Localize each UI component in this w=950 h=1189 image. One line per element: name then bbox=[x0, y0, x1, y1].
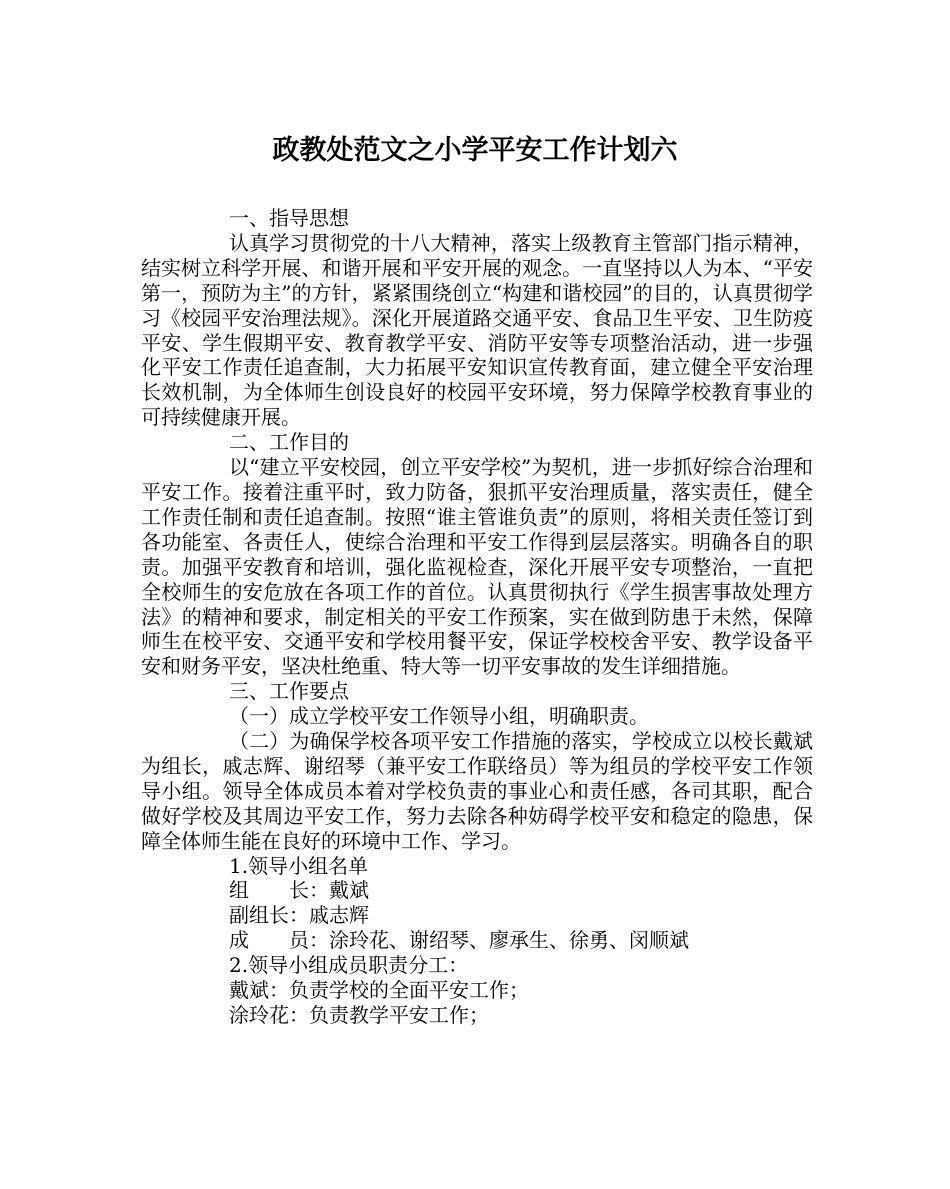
section-heading-work-goals: 二、工作目的 bbox=[229, 430, 349, 455]
roster-members-label-b: 员： bbox=[289, 928, 329, 953]
section-heading-work-points: 三、工作要点 bbox=[229, 679, 349, 704]
roster-deputy-name: 戚志辉 bbox=[309, 903, 369, 928]
roster-members-names: 涂玲花、谢绍琴、廖承生、徐勇、闵顺斌 bbox=[329, 928, 689, 953]
duty-item-daibin: 戴斌：负责学校的全面平安工作； bbox=[229, 978, 529, 1003]
duty-item-tulinghua: 涂玲花：负责教学平安工作； bbox=[229, 1003, 489, 1027]
paragraph-work-goals: 以“建立平安校园，创立平安学校”为契机，进一步抓好综合治理和平安工作。接着注重平时，致力防备，狠抓平安治理质量，落实责任，健全工作责任制和责任追查制。按照“谁主管谁负责”的原则，将相关责任签订到各功能室、各责任人，使综合治理和平安工作得到层层落实。明确各自的职责。加强平安教育和培训，强化监视检查，深化开展平安专项整治，一直把全校师生的安危放在各项工作的首位。认真贯彻执行《学生损害事故处理方法》的精神和要求，制定相关的平安工作预案，实在做到防患于未然，保障师生在校平安、交通平安和学校用餐平安，保证学校校舍平安、教学设备平安和财务平安，坚决杜绝重、特大等一切平安事故的发生详细措施。 bbox=[141, 455, 813, 679]
roster-members-label-a: 成 bbox=[229, 928, 249, 953]
list-heading-member-roster: 1.领导小组名单 bbox=[229, 853, 369, 878]
paragraph-guiding-ideology: 认真学习贯彻党的十八大精神，落实上级教育主管部门指示精神，结实树立科学开展、和谐开展和平安开展的观念。一直坚持以人为本、“平安第一，预防为主”的方针，紧紧围绕创立“构建和谐校园”的目的，认真贯彻学习《校园平安治理法规》。深化开展道路交通平安、食品卫生平安、卫生防疫平安、学生假期平安、教育教学平安、消防平安等专项整治活动，进一步强化平安工作责任追查制，大力拓展平安知识宣传教育面，建立健全平安治理长效机制，为全体师生创设良好的校园平安环境，努力保障学校教育事业的可持续健康开展。 bbox=[141, 230, 813, 430]
list-heading-duty-division: 2.领导小组成员职责分工： bbox=[229, 953, 469, 978]
roster-leader-name: 戴斌 bbox=[329, 878, 369, 903]
document-title: 政教处范文之小学平安工作计划六 bbox=[272, 135, 678, 166]
paragraph-leadership-group: （二）为确保学校各项平安工作措施的落实，学校成立以校长戴斌为组长，戚志辉、谢绍琴（兼平安工作联络员）等为组员的学校平安工作领导小组。领导全体成员本着对学校负责的事业心和责任感，各司其职，配合做好学校及其周边平安工作，努力去除各种妨碍学校平安和稳定的隐患，保障全体师生能在良好的环境中工作、学习。 bbox=[141, 729, 813, 853]
section-heading-guiding-ideology: 一、指导思想 bbox=[229, 206, 349, 230]
roster-leader-label-b: 长： bbox=[289, 878, 329, 903]
roster-line-leader bbox=[141, 878, 813, 903]
document-body bbox=[141, 206, 813, 1028]
roster-deputy-label: 副组长： bbox=[229, 903, 309, 928]
roster-line-members bbox=[141, 928, 813, 953]
roster-leader-label-a: 组 bbox=[229, 878, 249, 903]
roster-line-deputy bbox=[141, 903, 813, 928]
subsection-heading-leadership-group: （一）成立学校平安工作领导小组，明确职责。 bbox=[229, 704, 649, 729]
